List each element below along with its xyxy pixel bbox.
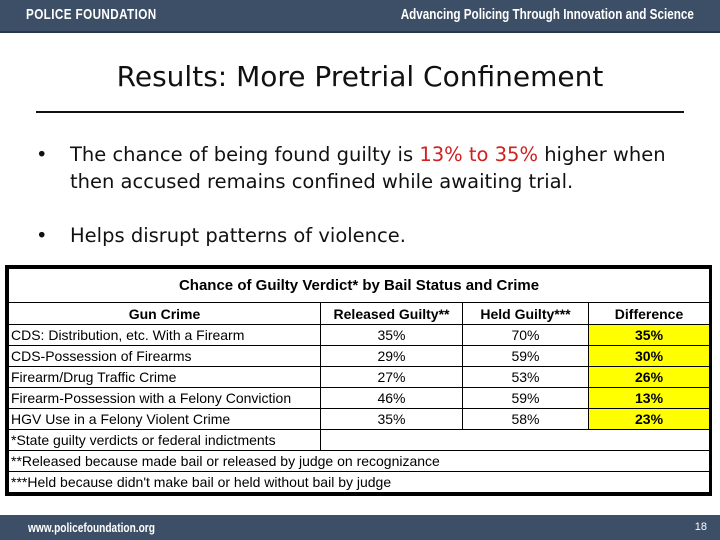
held-cell: 70% bbox=[463, 325, 589, 346]
difference-cell: 35% bbox=[589, 325, 710, 346]
released-cell: 27% bbox=[321, 367, 463, 388]
column-header: Held Guilty*** bbox=[463, 303, 589, 325]
held-cell: 58% bbox=[463, 409, 589, 430]
difference-cell: 13% bbox=[589, 388, 710, 409]
column-header: Gun Crime bbox=[9, 303, 321, 325]
table-row bbox=[9, 409, 710, 430]
held-cell: 59% bbox=[463, 346, 589, 367]
table-row bbox=[9, 325, 710, 346]
footer-bar bbox=[0, 515, 720, 540]
bullet-text-post: higher when then accused remains confined while awaiting trial. bbox=[70, 143, 666, 193]
note-row bbox=[9, 451, 710, 472]
crime-cell: CDS: Distribution, etc. With a Firearm bbox=[9, 325, 321, 346]
table-row bbox=[9, 367, 710, 388]
org-tagline: Advancing Policing Through Innovation and Science bbox=[400, 6, 694, 23]
footnote: *State guilty verdicts or federal indictments bbox=[9, 430, 321, 451]
column-header: Difference bbox=[589, 303, 710, 325]
released-cell: 29% bbox=[321, 346, 463, 367]
bullet-item bbox=[36, 222, 696, 249]
crime-cell: Firearm-Possession with a Felony Conviction bbox=[9, 388, 321, 409]
crime-cell: Firearm/Drug Traffic Crime bbox=[9, 367, 321, 388]
held-cell: 53% bbox=[463, 367, 589, 388]
footer-url: www.policefoundation.org bbox=[28, 520, 155, 535]
title-divider bbox=[36, 111, 684, 113]
table-row bbox=[9, 388, 710, 409]
results-table bbox=[5, 265, 712, 496]
held-cell: 59% bbox=[463, 388, 589, 409]
bullet-highlight: 13% to 35% bbox=[419, 143, 538, 166]
column-header: Released Guilty** bbox=[321, 303, 463, 325]
note-blank bbox=[321, 430, 710, 451]
note-row bbox=[9, 430, 710, 451]
bullet-list bbox=[36, 141, 696, 249]
released-cell: 35% bbox=[321, 409, 463, 430]
difference-cell: 23% bbox=[589, 409, 710, 430]
crime-cell: HGV Use in a Felony Violent Crime bbox=[9, 409, 321, 430]
released-cell: 46% bbox=[321, 388, 463, 409]
difference-cell: 30% bbox=[589, 346, 710, 367]
bullet-item bbox=[36, 141, 696, 195]
bullet-text-pre: The chance of being found guilty is bbox=[70, 143, 420, 166]
note-row bbox=[9, 472, 710, 493]
slide-title: Results: More Pretrial Confinement bbox=[116, 60, 604, 93]
crime-cell: CDS-Possession of Firearms bbox=[9, 346, 321, 367]
footnote: **Released because made bail or released by judge on recognizance bbox=[9, 451, 710, 472]
footnote: ***Held because didn't make bail or held without bail by judge bbox=[9, 472, 710, 493]
table-caption: Chance of Guilty Verdict* by Bail Status and Crime bbox=[9, 269, 710, 303]
bullet-icon: • bbox=[36, 224, 48, 247]
bullet-icon: • bbox=[36, 143, 48, 166]
table-row bbox=[9, 346, 710, 367]
difference-cell: 26% bbox=[589, 367, 710, 388]
bullet-text: Helps disrupt patterns of violence. bbox=[70, 224, 406, 247]
header-bar bbox=[0, 0, 720, 33]
page-number: 18 bbox=[694, 521, 707, 533]
released-cell: 35% bbox=[321, 325, 463, 346]
org-name: POLICE FOUNDATION bbox=[26, 6, 157, 23]
